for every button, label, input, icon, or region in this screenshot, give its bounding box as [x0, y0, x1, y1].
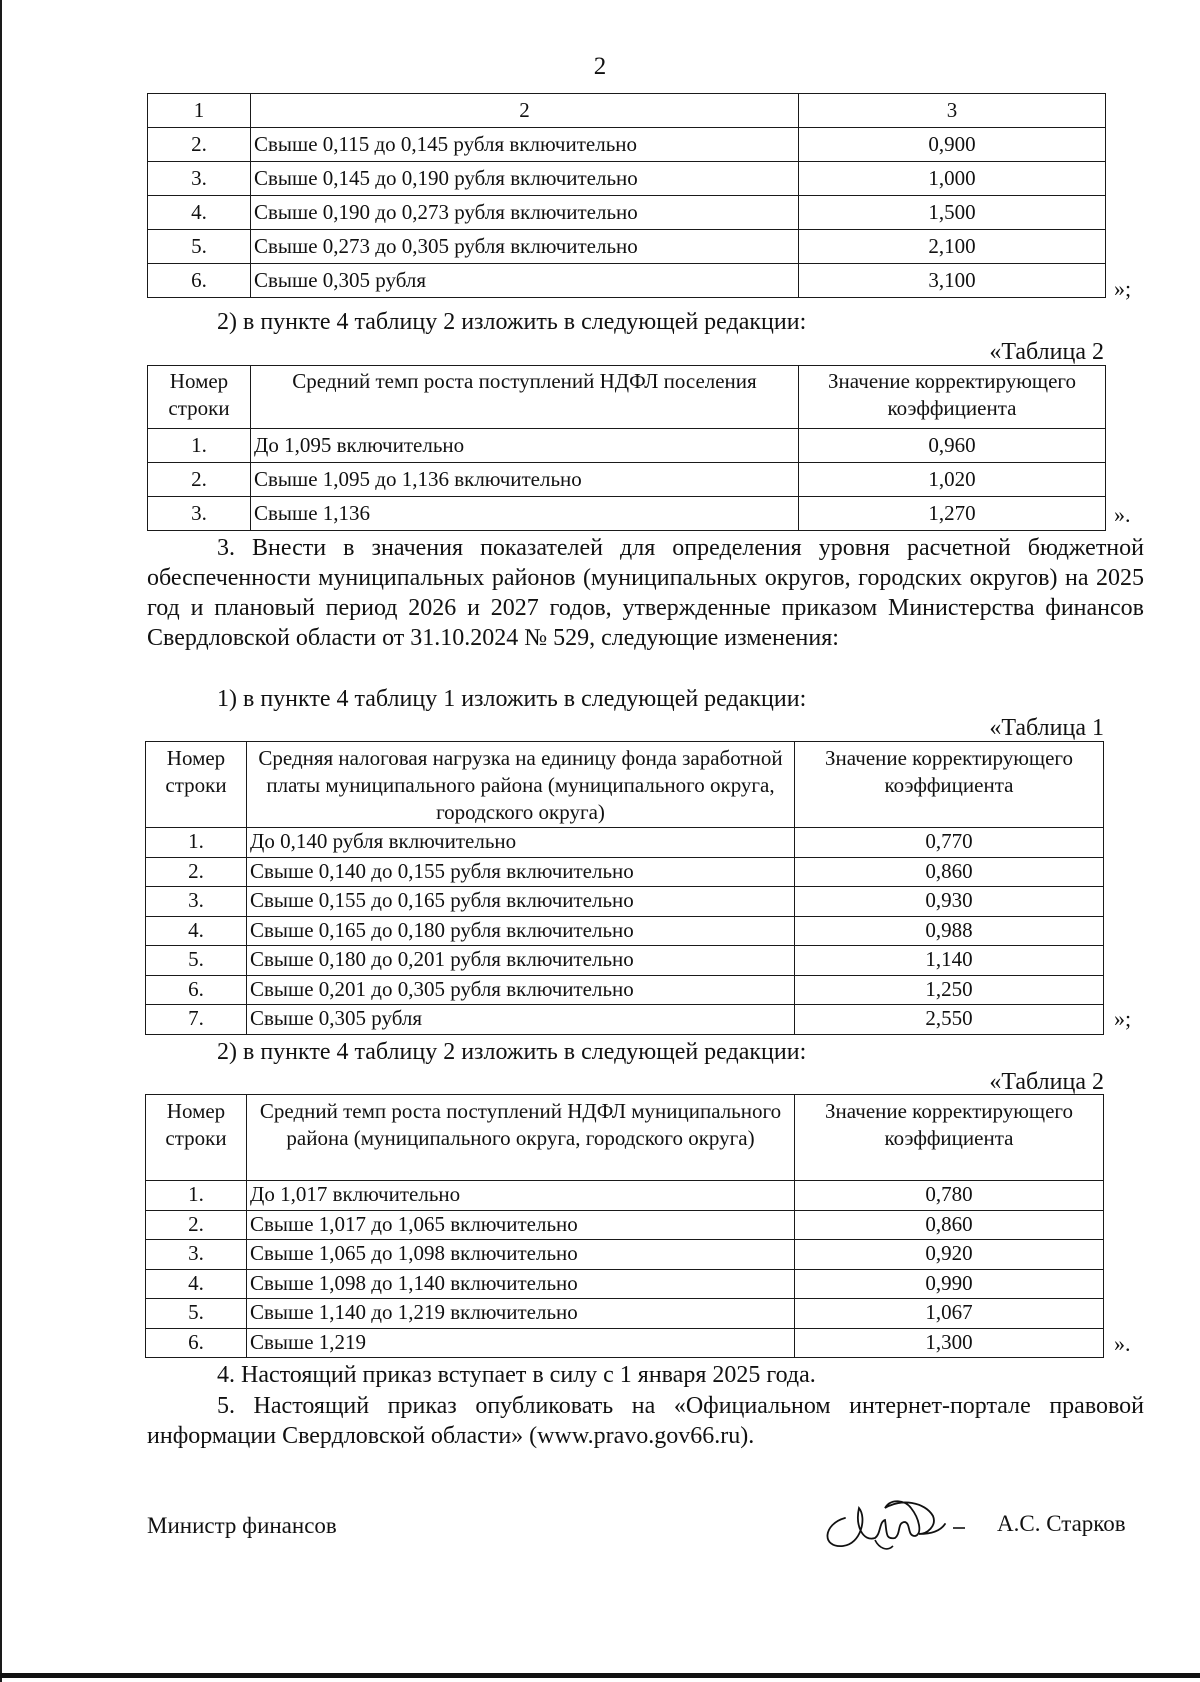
- row-description: Свыше 1,098 до 1,140 включительно: [247, 1269, 795, 1299]
- row-description: Свыше 0,180 до 0,201 рубля включительно: [247, 946, 795, 976]
- row-number: 4.: [146, 1269, 247, 1299]
- row-number: 5.: [148, 230, 251, 264]
- table-row: [148, 196, 1106, 230]
- table-tax-burden: [145, 741, 1104, 1035]
- table-row: [146, 946, 1104, 976]
- row-number: 3.: [146, 887, 247, 917]
- table-header-row: [146, 1095, 1104, 1181]
- row-value: 1,140: [795, 946, 1104, 976]
- row-number: 2.: [148, 128, 251, 162]
- table-row: [146, 1181, 1104, 1211]
- paragraph-4: 4. Настоящий приказ вступает в силу с 1 января 2025 года.: [217, 1362, 816, 1388]
- row-value: 1,500: [799, 196, 1106, 230]
- row-description: Свыше 0,115 до 0,145 рубля включительно: [251, 128, 799, 162]
- paragraph-2-2: 2) в пункте 4 таблицу 2 изложить в следующей редакции:: [217, 309, 807, 335]
- table-row: [148, 162, 1106, 196]
- row-value: 0,770: [795, 828, 1104, 858]
- table-row: [146, 1299, 1104, 1329]
- row-number: 6.: [146, 1328, 247, 1358]
- paragraph-3-text: 3. Внести в значения показателей для определения уровня расчетной бюджетной обеспеченности муниципальных районов (муниципальных округов, городских округов) на 2025 год и плановый период 2026 и 2027 годов, утвержденные приказом Министерства финансов Свердловской области от 31.10.2024 № 529, следующие изменения:: [147, 535, 1144, 651]
- row-number: 1.: [146, 828, 247, 858]
- row-number: 1.: [148, 429, 251, 463]
- row-value: 0,920: [795, 1240, 1104, 1270]
- table-row: [146, 975, 1104, 1005]
- row-number: 3.: [148, 497, 251, 531]
- row-description: До 0,140 рубля включительно: [247, 828, 795, 858]
- row-value: 0,988: [795, 916, 1104, 946]
- row-description: Свыше 1,017 до 1,065 включительно: [247, 1210, 795, 1240]
- table-ndfl-settlement: [147, 365, 1106, 531]
- table-row: [146, 1328, 1104, 1358]
- row-number: 3.: [146, 1240, 247, 1270]
- row-number: 7.: [146, 1005, 247, 1035]
- table-caption: «Таблица 1: [989, 715, 1104, 741]
- row-number: 3.: [148, 162, 251, 196]
- row-value: 0,860: [795, 1210, 1104, 1240]
- signatory-name: А.С. Старков: [997, 1511, 1126, 1536]
- table-ndfl-municipal: [145, 1094, 1104, 1358]
- row-description: Свыше 1,065 до 1,098 включительно: [247, 1240, 795, 1270]
- table-continuation: [147, 93, 1106, 298]
- table-row: [146, 828, 1104, 858]
- column-header: 2: [251, 94, 799, 128]
- paragraph-3-2: 2) в пункте 4 таблицу 2 изложить в следующей редакции:: [217, 1039, 807, 1065]
- table-header-row: [148, 366, 1106, 429]
- column-header: Номер строки: [146, 742, 247, 828]
- signatory-title: Министр финансов: [147, 1513, 337, 1538]
- table-closing-quote: »;: [1114, 276, 1132, 301]
- row-value: 1,000: [799, 162, 1106, 196]
- column-header: Значение корректирующего коэффициента: [795, 742, 1104, 828]
- table-row: [146, 1269, 1104, 1299]
- row-number: 2.: [146, 857, 247, 887]
- table-row: [148, 429, 1106, 463]
- table-closing-quote: »;: [1114, 1006, 1132, 1031]
- table-row: [146, 1240, 1104, 1270]
- row-value: 2,550: [795, 1005, 1104, 1035]
- row-value: 1,020: [799, 463, 1106, 497]
- row-description: Свыше 0,305 рубля: [247, 1005, 795, 1035]
- row-description: Свыше 0,305 рубля: [251, 264, 799, 298]
- page-edge: [0, 0, 2, 1682]
- table-row: [146, 1005, 1104, 1035]
- column-header: Средний темп роста поступлений НДФЛ поселения: [251, 366, 799, 429]
- row-value: 1,300: [795, 1328, 1104, 1358]
- table-caption: «Таблица 2: [989, 1069, 1104, 1095]
- table-closing-quote: ».: [1114, 1331, 1131, 1356]
- table-closing-quote: ».: [1114, 502, 1131, 527]
- column-header: Номер строки: [146, 1095, 247, 1181]
- column-header: Средняя налоговая нагрузка на единицу фонда заработной платы муниципального района (муниципального округа, городского округа): [247, 742, 795, 828]
- row-number: 6.: [148, 264, 251, 298]
- column-header: 1: [148, 94, 251, 128]
- table-row: [148, 463, 1106, 497]
- column-header: Значение корректирующего коэффициента: [795, 1095, 1104, 1181]
- row-number: 2.: [146, 1210, 247, 1240]
- row-value: 1,270: [799, 497, 1106, 531]
- row-description: До 1,017 включительно: [247, 1181, 795, 1211]
- row-description: До 1,095 включительно: [251, 429, 799, 463]
- row-number: 4.: [148, 196, 251, 230]
- row-description: Свыше 0,273 до 0,305 рубля включительно: [251, 230, 799, 264]
- paragraph-5-text: 5. Настоящий приказ опубликовать на «Официальном интернет-портале правовой информации Свердловской области» (www.pravo.gov66.ru).: [147, 1393, 1144, 1449]
- table-row: [148, 264, 1106, 298]
- paragraph-5: [147, 1391, 1144, 1451]
- row-description: Свыше 0,165 до 0,180 рубля включительно: [247, 916, 795, 946]
- table-row: [146, 857, 1104, 887]
- row-number: 5.: [146, 1299, 247, 1329]
- row-description: Свыше 1,219: [247, 1328, 795, 1358]
- row-value: 0,860: [795, 857, 1104, 887]
- table-row: [146, 887, 1104, 917]
- row-value: 0,930: [795, 887, 1104, 917]
- column-header: Номер строки: [148, 366, 251, 429]
- table-row: [146, 916, 1104, 946]
- row-value: 1,250: [795, 975, 1104, 1005]
- row-description: Свыше 0,190 до 0,273 рубля включительно: [251, 196, 799, 230]
- paragraph-3: [147, 533, 1144, 653]
- paragraph-3-1: 1) в пункте 4 таблицу 1 изложить в следующей редакции:: [217, 686, 807, 712]
- row-number: 4.: [146, 916, 247, 946]
- row-description: Свыше 0,145 до 0,190 рубля включительно: [251, 162, 799, 196]
- row-number: 2.: [148, 463, 251, 497]
- row-description: Свыше 0,140 до 0,155 рубля включительно: [247, 857, 795, 887]
- table-row: [148, 128, 1106, 162]
- table-row: [148, 497, 1106, 531]
- row-description: Свыше 1,140 до 1,219 включительно: [247, 1299, 795, 1329]
- column-header: Значение корректирующего коэффициента: [799, 366, 1106, 429]
- row-number: 5.: [146, 946, 247, 976]
- page-number: 2: [593, 53, 607, 80]
- table-header-row: [148, 94, 1106, 128]
- column-header: 3: [799, 94, 1106, 128]
- row-value: 3,100: [799, 264, 1106, 298]
- row-value: 0,780: [795, 1181, 1104, 1211]
- row-number: 1.: [146, 1181, 247, 1211]
- row-value: 0,990: [795, 1269, 1104, 1299]
- table-caption: «Таблица 2: [989, 339, 1104, 365]
- row-description: Свыше 0,155 до 0,165 рубля включительно: [247, 887, 795, 917]
- row-number: 6.: [146, 975, 247, 1005]
- page-bottom-rule: [0, 1673, 1200, 1678]
- table-header-row: [146, 742, 1104, 828]
- column-header: Средний темп роста поступлений НДФЛ муниципального района (муниципального округа, городского округа): [247, 1095, 795, 1181]
- table-row: [148, 230, 1106, 264]
- row-description: Свыше 0,201 до 0,305 рубля включительно: [247, 975, 795, 1005]
- row-description: Свыше 1,095 до 1,136 включительно: [251, 463, 799, 497]
- handwritten-signature: [815, 1478, 985, 1558]
- row-value: 0,900: [799, 128, 1106, 162]
- row-value: 2,100: [799, 230, 1106, 264]
- row-value: 0,960: [799, 429, 1106, 463]
- table-row: [146, 1210, 1104, 1240]
- row-description: Свыше 1,136: [251, 497, 799, 531]
- row-value: 1,067: [795, 1299, 1104, 1329]
